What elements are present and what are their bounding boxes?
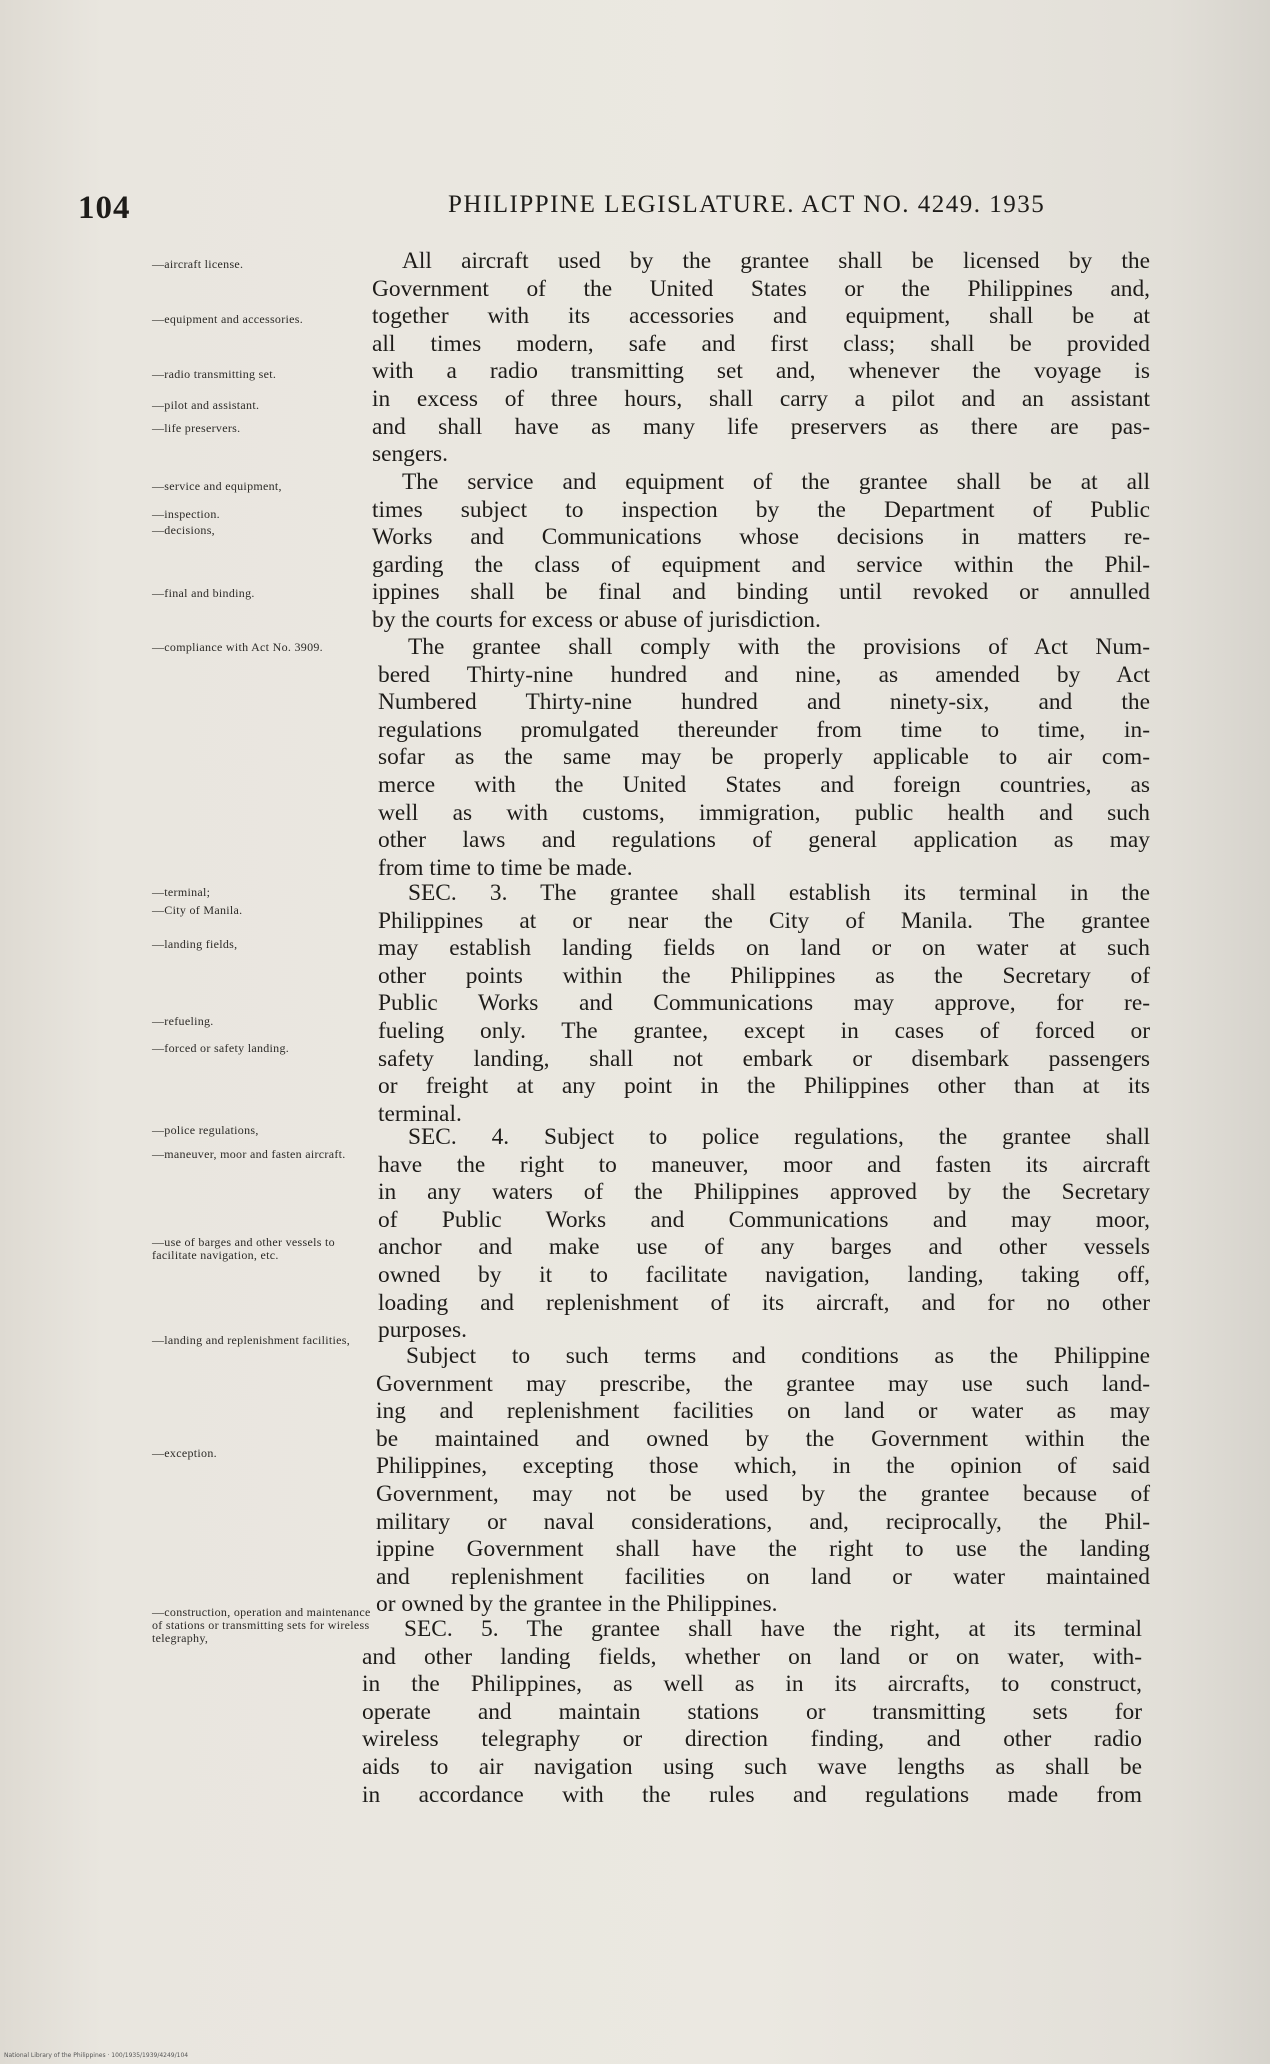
text-line: with a radio transmitting set and, whenever the voyage is	[372, 358, 1150, 385]
text-line: SEC. 5. The grantee shall have the right, at its terminal	[404, 1616, 1142, 1642]
text-line: loading and replenishment of its aircraft, and for no other	[378, 1289, 1150, 1316]
text-line: in the Philippines, as well as in its aircrafts, to construct,	[362, 1671, 1142, 1698]
text-line: times subject to inspection by the Department of Public	[372, 496, 1150, 523]
text-line: of Public Works and Communications and may moor,	[378, 1206, 1150, 1233]
text-line: and other landing fields, whether on land or on water, with-	[362, 1643, 1142, 1670]
sidenote-replenishment: —landing and replenishment facilities,	[152, 1333, 351, 1347]
text-line: SEC. 3. The grantee shall establish its terminal in the	[408, 880, 1150, 906]
text-line: Works and Communications whose decisions in matters re-	[372, 524, 1150, 551]
paragraph-section-4	[378, 1124, 1150, 1345]
sidenote-barges: —use of barges and other vessels to facilitate navigation, etc.	[152, 1235, 335, 1262]
text-line: other points within the Philippines as the Secretary of	[378, 962, 1150, 989]
sidenote-landing-fields: —landing fields,	[152, 937, 238, 951]
text-line: purposes.	[378, 1317, 468, 1344]
scan-footer: National Library of the Philippines · 100/1935/1939/4249/104	[4, 2052, 189, 2059]
sidenote-equipment-accessories: —equipment and accessories.	[152, 312, 304, 326]
sidenote-radio-set: —radio transmitting set.	[152, 367, 277, 381]
text-line: safety landing, shall not embark or disembark passengers	[378, 1045, 1150, 1072]
text-line: together with its accessories and equipment, shall be at	[372, 303, 1150, 330]
paragraph-service-equipment	[372, 469, 1150, 635]
text-line: and replenishment facilities on land or water maintained	[376, 1563, 1150, 1590]
text-line: Government, may not be used by the grantee because of	[376, 1480, 1150, 1507]
text-line: Philippines, excepting those which, in the opinion of said	[376, 1453, 1150, 1480]
text-line: in any waters of the Philippines approved by the Secretary	[378, 1179, 1150, 1206]
text-line: may establish landing fields on land or on water at such	[378, 935, 1150, 962]
sidenote-exception: —exception.	[152, 1446, 217, 1460]
sidenote-final-binding: —final and binding.	[152, 586, 255, 600]
text-line: garding the class of equipment and service within the Phil-	[372, 551, 1150, 578]
text-line: The service and equipment of the grantee shall be at all	[402, 469, 1150, 495]
text-line: or owned by the grantee in the Philippines.	[376, 1591, 778, 1618]
sidenote-construction-stations: —construction, operation and maintenance of stations or transmitting sets for wireless telegraphy,	[152, 1605, 371, 1645]
text-line: terminal.	[378, 1100, 462, 1127]
text-line: military or naval considerations, and, reciprocally, the Phil-	[376, 1508, 1150, 1535]
text-line: ippines shall be final and binding until revoked or annulled	[372, 579, 1150, 606]
text-line: in accordance with the rules and regulations made from	[362, 1781, 1142, 1808]
running-head: PHILIPPINE LEGISLATURE. ACT NO. 4249. 1935	[448, 191, 1046, 218]
text-line: SEC. 4. Subject to police regulations, the grantee shall	[408, 1124, 1150, 1150]
text-line: ippine Government shall have the right to use the landing	[376, 1536, 1150, 1563]
text-line: Numbered Thirty-nine hundred and ninety-six, and the	[378, 689, 1150, 716]
text-line: aids to air navigation using such wave lengths as shall be	[362, 1753, 1142, 1780]
text-line: fueling only. The grantee, except in cases of forced or	[378, 1017, 1150, 1044]
text-line: or freight at any point in the Philippines other than at its	[378, 1073, 1150, 1100]
text-line: All aircraft used by the grantee shall be licensed by the	[402, 248, 1150, 274]
paragraph-section-5	[362, 1616, 1142, 1809]
sidenote-decisions: —decisions,	[152, 523, 215, 537]
text-line: sengers.	[372, 441, 448, 468]
text-line: all times modern, safe and first class; shall be provided	[372, 330, 1150, 357]
sidenote-inspection: —inspection.	[152, 507, 220, 521]
paragraph-compliance	[378, 634, 1150, 882]
sidenote-police-regulations: —police regulations,	[152, 1123, 259, 1137]
sidenote-aircraft-license: —aircraft license.	[152, 257, 244, 271]
sidenote-pilot-assistant: —pilot and assistant.	[152, 398, 260, 412]
text-line: in excess of three hours, shall carry a pilot and an assistant	[372, 385, 1150, 412]
text-line: from time to time be made.	[378, 854, 633, 881]
text-line: bered Thirty-nine hundred and nine, as amended by Act	[378, 661, 1150, 688]
sidenote-life-preservers: —life preservers.	[152, 421, 241, 435]
text-line: and shall have as many life preservers as there are pas-	[372, 413, 1150, 440]
text-line: be maintained and owned by the Government within the	[376, 1425, 1150, 1452]
text-line: by the courts for excess or abuse of jurisdiction.	[372, 606, 821, 633]
sidenote-terminal: —terminal;	[152, 885, 211, 899]
sidenote-forced-landing: —forced or safety landing.	[152, 1041, 290, 1055]
text-line: Philippines at or near the City of Manila. The grantee	[378, 907, 1150, 934]
text-line: Government may prescribe, the grantee may use such land-	[376, 1370, 1150, 1397]
paragraph-section-3	[378, 880, 1150, 1128]
sidenote-refueling: —refueling.	[152, 1014, 214, 1028]
text-line: wireless telegraphy or direction finding, and other radio	[362, 1726, 1142, 1753]
paragraph-aircraft-license	[372, 248, 1150, 469]
text-line: Public Works and Communications may approve, for re-	[378, 990, 1150, 1017]
sidenote-city-of-manila: —City of Manila.	[152, 903, 243, 917]
text-line: Government of the United States or the Philippines and,	[372, 275, 1150, 302]
text-line: owned by it to facilitate navigation, landing, taking off,	[378, 1261, 1150, 1288]
text-line: Subject to such terms and conditions as the Philippine	[406, 1343, 1150, 1369]
text-line: have the right to maneuver, moor and fasten its aircraft	[378, 1151, 1150, 1178]
text-line: regulations promulgated thereunder from time to time, in-	[378, 716, 1150, 743]
sidenote-maneuver-moor: —maneuver, moor and fasten aircraft.	[152, 1147, 346, 1161]
paragraph-replenishment	[376, 1343, 1150, 1619]
sidenote-service-equipment: —service and equipment,	[152, 479, 282, 493]
text-line: ing and replenishment facilities on land or water as may	[376, 1398, 1150, 1425]
text-line: other laws and regulations of general application as may	[378, 827, 1150, 854]
page-number: 104	[78, 190, 131, 226]
text-line: operate and maintain stations or transmitting sets for	[362, 1698, 1142, 1725]
sidenote-compliance: —compliance with Act No. 3909.	[152, 640, 323, 654]
text-line: merce with the United States and foreign countries, as	[378, 771, 1150, 798]
text-line: sofar as the same may be properly applicable to air com-	[378, 744, 1150, 771]
text-line: well as with customs, immigration, public health and such	[378, 799, 1150, 826]
text-line: anchor and make use of any barges and other vessels	[378, 1234, 1150, 1261]
text-line: The grantee shall comply with the provisions of Act Num-	[408, 634, 1150, 660]
